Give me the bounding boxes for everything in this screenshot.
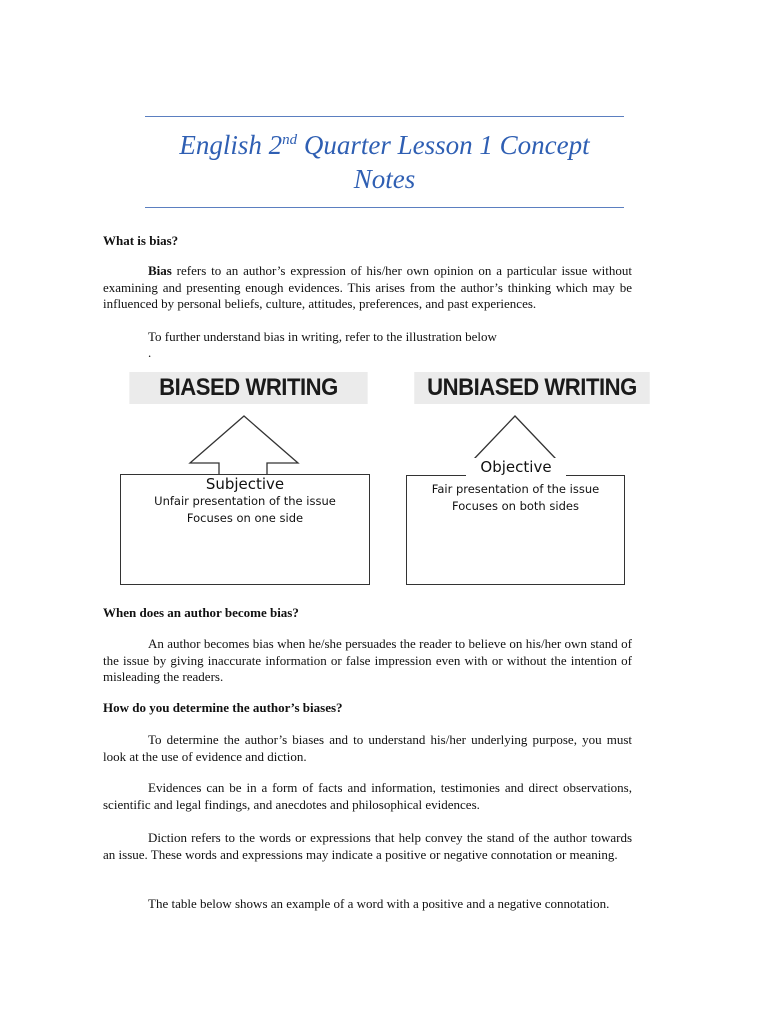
subjective-line2: Focuses on one side bbox=[186, 511, 304, 525]
determine-paragraph-1 bbox=[103, 732, 632, 765]
title-rule-top bbox=[145, 116, 624, 117]
title-rule-bottom bbox=[145, 207, 624, 208]
objective-line2: Focuses on both sides bbox=[452, 499, 579, 513]
subjective-box bbox=[120, 474, 370, 585]
heading-what-is-bias: What is bias? bbox=[103, 233, 179, 248]
title-line2: Notes bbox=[353, 164, 416, 194]
stray-dot: . bbox=[148, 345, 152, 360]
determine-p1-text: To determine the author’s biases and to understand his/her underlying purpose, you must look at the use of evidence and diction. bbox=[103, 732, 632, 764]
determine-p4-text: The table below shows an example of a word with a positive and a negative connotation. bbox=[148, 896, 610, 911]
objective-label: Objective bbox=[466, 458, 566, 476]
unbiased-writing-banner: UNBIASED WRITING bbox=[414, 372, 650, 404]
bias-term: Bias bbox=[148, 263, 172, 278]
title-main: English 2 bbox=[179, 130, 283, 160]
heading-determine-biases: How do you determine the author’s biases? bbox=[103, 700, 343, 715]
determine-p3-text: Diction refers to the words or expressions that help convey the stand of the author towards an issue. These words and expressions may indicate a positive or negative connotation or meaning. bbox=[103, 830, 632, 862]
when-bias-text: An author becomes bias when he/she persuades the reader to believe on his/her own stand of the issue by giving inaccurate information or false impression even with or without the intention of misleading the readers. bbox=[103, 636, 632, 684]
determine-p2-text: Evidences can be in a form of facts and information, testimonies and direct observations, scientific and legal findings, and anecdotes and philosophical evidences. bbox=[103, 780, 632, 812]
illustration-intro: To further understand bias in writing, refer to the illustration below bbox=[148, 329, 497, 344]
subjective-line1: Unfair presentation of the issue bbox=[154, 494, 336, 508]
determine-paragraph-2 bbox=[103, 780, 632, 813]
title-superscript: nd bbox=[282, 132, 298, 148]
subjective-label: Subjective bbox=[205, 475, 285, 493]
title-rest: Quarter Lesson 1 Concept bbox=[297, 130, 590, 160]
determine-paragraph-4 bbox=[103, 896, 632, 913]
objective-line1: Fair presentation of the issue bbox=[431, 482, 600, 496]
heading-when-bias: When does an author become bias? bbox=[103, 605, 299, 620]
biased-writing-banner: BIASED WRITING bbox=[129, 372, 367, 404]
bias-definition-paragraph bbox=[103, 263, 632, 313]
bias-definition-text: refers to an author’s expression of his/her own opinion on a particular issue without examining and presenting enough evidences. This arises from the author’s thinking which may be influenced by personal beliefs, culture, attitudes, preferences, and past experiences. bbox=[103, 263, 632, 311]
objective-box bbox=[406, 475, 625, 585]
page-title bbox=[145, 128, 624, 196]
determine-paragraph-3 bbox=[103, 830, 632, 863]
when-bias-paragraph bbox=[103, 636, 632, 686]
